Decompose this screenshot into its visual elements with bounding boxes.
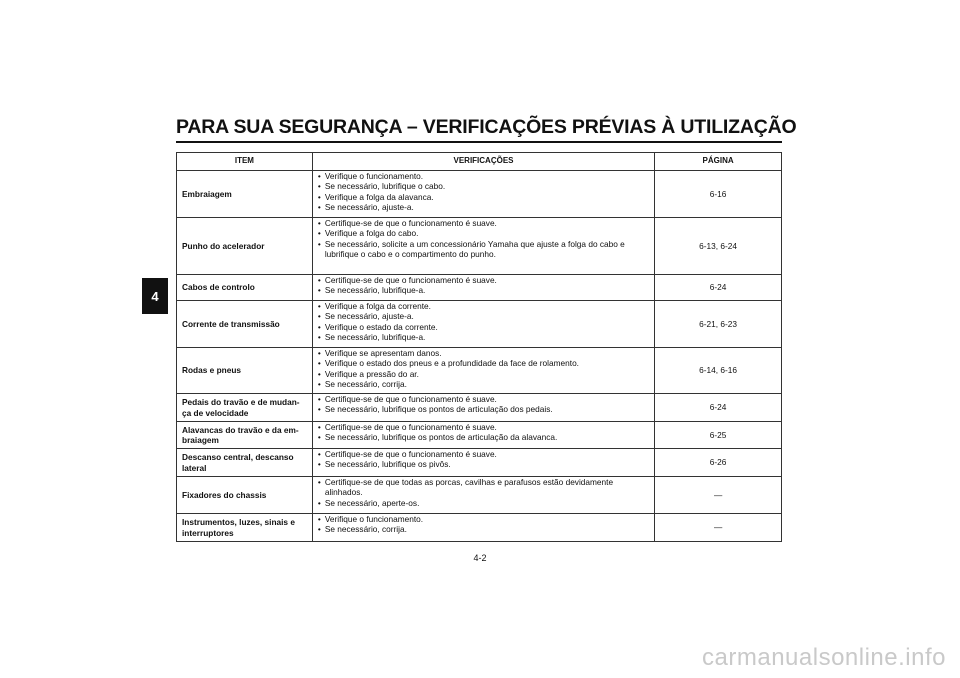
check-text: Certifique-se de que o funcionamento é suave. [324,449,497,459]
check-bullet-item [318,239,649,260]
check-bullet-item [318,348,649,358]
item-cell: Cabos de controlo [177,275,313,301]
page-title: PARA SUA SEGURANÇA – VERIFICAÇÕES PRÉVIAS À UTILIZAÇÃO [176,116,797,138]
table-row [177,218,782,275]
page-cell: 6-16 [655,171,782,218]
bullet-icon: • [317,379,321,390]
check-text: Certifique-se de que todas as porcas, cavilhas e parafusos estão devidamente alinhados. [324,477,614,498]
checks-cell [312,348,654,394]
check-text: Certifique-se de que o funcionamento é suave. [324,422,497,432]
item-cell: Instrumentos, luzes, sinais e interruptores [177,514,313,542]
check-bullet-item [318,459,649,469]
check-text: Se necessário, aperte-os. [324,497,420,508]
item-cell: Corrente de transmissão [177,301,313,348]
page-cell: 6-13, 6-24 [655,218,782,275]
check-bullet-item [318,524,649,534]
check-text: Verifique a folga da corrente. [324,301,431,311]
check-text: Verifique a pressão do ar. [324,368,419,379]
check-bullet-item [318,285,649,295]
check-text: Certifique-se de que o funcionamento é suave. [324,394,497,404]
check-bullet-item [318,422,649,432]
check-bullet-item [318,477,649,498]
bullet-icon: • [317,321,321,332]
title-underline [176,141,782,143]
check-bullet-item [318,322,649,332]
check-text: Se necessário, ajuste-a. [324,202,414,213]
bullet-icon: • [317,218,321,228]
table-row [177,477,782,514]
bullet-icon: • [317,524,321,535]
table-row [177,422,782,449]
check-text: Verifique a folga da alavanca. [324,191,434,202]
check-text: Se necessário, corrija. [324,379,407,390]
check-bullet-item [318,171,649,181]
page-cell: — [655,514,782,542]
checks-cell [312,422,654,449]
bullet-icon: • [317,171,321,181]
check-text: Se necessário, lubrifique o cabo. [324,181,446,192]
check-text: Se necessário, lubrifique os pivôs. [324,459,451,470]
bullet-icon: • [317,358,321,369]
check-bullet-item [318,432,649,442]
check-bullet-item [318,404,649,414]
bullet-icon: • [317,301,321,311]
item-cell: Descanso central, descanso lateral [177,449,313,477]
bullet-icon: • [317,368,321,379]
bullet-icon: • [317,275,321,285]
check-text: Se necessário, solicite a um concessionário Yamaha que ajuste a folga do cabo e lubrifique o cabo e o compartimento do punho. [324,238,625,260]
check-text: Certifique-se de que o funcionamento é suave. [324,275,497,285]
bullet-icon: • [317,477,321,487]
bullet-icon: • [317,181,321,192]
checks-cell [312,514,654,542]
bullet-icon: • [317,404,321,415]
check-bullet-item [318,332,649,342]
check-text: Se necessário, lubrifique os pontos de articulação da alavanca. [324,432,558,443]
check-text: Se necessário, lubrifique-a. [324,285,426,296]
table-row [177,394,782,422]
check-bullet-item [318,228,649,238]
chapter-tab: 4 [142,278,168,314]
check-text: Se necessário, ajuste-a. [324,311,414,322]
item-cell: Punho do acelerador [177,218,313,275]
check-text: Verifique o estado dos pneus e a profundidade da face de rolamento. [324,358,579,369]
check-bullet-item [318,379,649,389]
check-text: Se necessário, lubrifique os pontos de articulação dos pedais. [324,404,553,415]
bullet-icon: • [317,202,321,213]
item-cell: Rodas e pneus [177,348,313,394]
bullet-icon: • [317,394,321,404]
check-bullet-item [318,498,649,508]
header-page: PÁGINA [655,153,782,171]
table-row [177,514,782,542]
check-text: Certifique-se de que o funcionamento é suave. [324,218,497,228]
check-text: Se necessário, corrija. [324,524,407,535]
item-cell: Fixadores do chassis [177,477,313,514]
check-bullet-item [318,218,649,228]
bullet-icon: • [317,432,321,443]
bullet-icon: • [317,285,321,296]
check-bullet-item [318,311,649,321]
page-cell: — [655,477,782,514]
check-bullet-item [318,275,649,285]
check-bullet-item [318,358,649,368]
page-cell: 6-14, 6-16 [655,348,782,394]
item-cell: Pedais do travão e de mudan-ça de velocidade [177,394,313,422]
bullet-icon: • [317,191,321,202]
page-number: 4-2 [473,553,487,563]
bullet-icon: • [317,311,321,322]
checks-cell [312,477,654,514]
item-cell: Embraiagem [177,171,313,218]
bullet-icon: • [317,228,321,239]
page-cell: 6-26 [655,449,782,477]
bullet-icon: • [317,332,321,343]
watermark: carmanualsonline.info [702,644,946,671]
page-cell: 6-24 [655,275,782,301]
check-bullet-item [318,369,649,379]
bullet-icon: • [317,422,321,432]
bullet-icon: • [317,238,321,249]
check-text: Verifique o funcionamento. [324,514,424,524]
table-row [177,171,782,218]
check-text: Verifique se apresentam danos. [324,348,442,358]
checks-cell [312,275,654,301]
table-body [177,171,782,542]
header-checks: VERIFICAÇÕES [312,153,654,171]
check-bullet-item [318,192,649,202]
checks-cell [312,301,654,348]
check-bullet-item [318,514,649,524]
table-row [177,301,782,348]
check-bullet-item [318,202,649,212]
pre-operation-checklist-table [176,152,782,542]
page-cell: 6-25 [655,422,782,449]
checks-cell [312,218,654,275]
bullet-icon: • [317,348,321,358]
check-bullet-item [318,181,649,191]
table-row [177,449,782,477]
check-bullet-item [318,394,649,404]
check-text: Verifique a folga do cabo. [324,228,419,239]
check-bullet-item [318,301,649,311]
bullet-icon: • [317,497,321,508]
item-cell: Alavancas do travão e da em-braiagem [177,422,313,449]
checks-cell [312,449,654,477]
header-item: ITEM [177,153,313,171]
check-text: Verifique o estado da corrente. [324,321,438,332]
bullet-icon: • [317,514,321,524]
bullet-icon: • [317,449,321,459]
table-header-row [177,153,782,171]
check-text: Verifique o funcionamento. [324,171,424,181]
check-text: Se necessário, lubrifique-a. [324,332,426,343]
table-row [177,348,782,394]
check-bullet-item [318,449,649,459]
checks-cell [312,394,654,422]
checks-cell [312,171,654,218]
table-row [177,275,782,301]
page-cell: 6-24 [655,394,782,422]
page-cell: 6-21, 6-23 [655,301,782,348]
bullet-icon: • [317,459,321,470]
